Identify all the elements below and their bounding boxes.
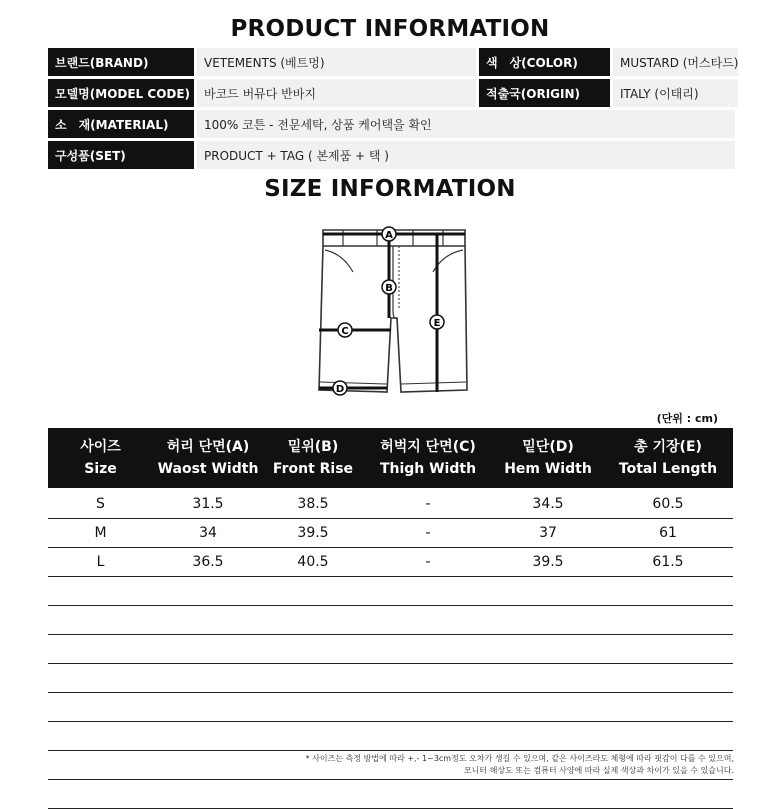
hem-cell: 34.5 bbox=[532, 496, 564, 512]
empty-table-row bbox=[48, 606, 733, 635]
empty-table-row bbox=[48, 693, 733, 722]
svg-text:A: A bbox=[385, 230, 393, 241]
material-value: 100% 코튼 - 전문세탁, 상품 케어택을 확인 bbox=[197, 110, 735, 138]
rise-cell: 40.5 bbox=[297, 554, 329, 570]
waist-cell: 36.5 bbox=[192, 554, 224, 570]
origin-value: ITALY (이태리) bbox=[613, 79, 738, 107]
color-value: MUSTARD (머스타드) bbox=[613, 48, 738, 76]
header-length-en: Total Length bbox=[618, 461, 718, 477]
header-rise-ko: 밑위(B) bbox=[287, 439, 339, 455]
shorts-measurement-diagram bbox=[315, 220, 475, 400]
brand-value: VETEMENTS (베트멍) bbox=[197, 48, 476, 76]
label-b-marker bbox=[382, 280, 396, 294]
empty-table-row bbox=[48, 780, 733, 809]
product-info-row-material bbox=[48, 110, 738, 138]
thigh-cell: - bbox=[425, 496, 431, 512]
product-info-table bbox=[48, 48, 738, 172]
header-length bbox=[603, 428, 733, 488]
length-cell: 60.5 bbox=[652, 496, 684, 512]
header-length-ko: 총 기장(E) bbox=[634, 439, 702, 455]
svg-text:D: D bbox=[335, 384, 345, 395]
header-hem-en: Hem Width bbox=[504, 461, 592, 477]
empty-table-row bbox=[48, 635, 733, 664]
header-rise-en: Front Rise bbox=[272, 461, 354, 477]
color-label: 색 상(COLOR) bbox=[479, 48, 610, 76]
origin-label: 적출국(ORIGIN) bbox=[479, 79, 610, 107]
header-size bbox=[48, 428, 153, 488]
set-value: PRODUCT + TAG ( 본제품 + 택 ) bbox=[197, 141, 735, 169]
header-thigh-en: Thigh Width bbox=[379, 461, 477, 477]
size-note-line-2: 모니터 해상도 또는 컴퓨터 사양에 따라 실제 색상과 차이가 있을 수 있습니다. bbox=[463, 766, 734, 775]
size-cell: L bbox=[96, 554, 105, 570]
table-row bbox=[48, 490, 733, 519]
length-cell: 61.5 bbox=[652, 554, 684, 570]
waist-cell: 31.5 bbox=[192, 496, 224, 512]
empty-table-row bbox=[48, 577, 733, 606]
label-d-marker bbox=[333, 381, 347, 395]
model-value: 바코드 버뮤다 반바지 bbox=[197, 79, 476, 107]
svg-text:B: B bbox=[385, 283, 393, 294]
hem-cell: 39.5 bbox=[532, 554, 564, 570]
waist-cell: 34 bbox=[199, 525, 217, 541]
rise-cell: 38.5 bbox=[297, 496, 329, 512]
header-waist-en: Waost Width bbox=[157, 461, 259, 477]
table-row bbox=[48, 519, 733, 548]
header-thigh-ko: 허벅지 단면(C) bbox=[380, 439, 476, 455]
product-information-title: PRODUCT INFORMATION bbox=[230, 16, 550, 42]
set-label: 구성품(SET) bbox=[48, 141, 194, 169]
material-label: 소 재(MATERIAL) bbox=[48, 110, 194, 138]
size-table-header bbox=[48, 428, 733, 488]
header-thigh bbox=[363, 428, 493, 488]
header-waist-ko: 허리 단면(A) bbox=[166, 439, 250, 455]
size-cell: M bbox=[94, 525, 107, 541]
hem-cell: 37 bbox=[539, 525, 557, 541]
product-info-row-set bbox=[48, 141, 738, 169]
size-note-line-1: * 사이즈는 측정 방법에 따라 +,- 1~3cm정도 오차가 생길 수 있으며, 같은 사이즈라도 체형에 따라 핏감이 다를 수 있으며, bbox=[305, 754, 734, 763]
header-waist bbox=[153, 428, 263, 488]
thigh-cell: - bbox=[425, 525, 431, 541]
label-e-marker bbox=[430, 315, 444, 329]
length-cell: 61 bbox=[659, 525, 677, 541]
product-info-row-model bbox=[48, 79, 738, 107]
size-information-title: SIZE INFORMATION bbox=[264, 176, 516, 202]
rise-cell: 39.5 bbox=[297, 525, 329, 541]
svg-text:C: C bbox=[341, 326, 349, 337]
svg-text:E: E bbox=[433, 318, 441, 329]
unit-label: (단위 : cm) bbox=[656, 412, 718, 425]
size-cell: S bbox=[96, 496, 105, 512]
header-hem-ko: 밑단(D) bbox=[522, 439, 574, 455]
table-row bbox=[48, 548, 733, 577]
header-hem bbox=[493, 428, 603, 488]
header-rise bbox=[263, 428, 363, 488]
header-size-en: Size bbox=[84, 461, 117, 477]
header-size-ko: 사이즈 bbox=[80, 439, 121, 455]
label-c-marker bbox=[338, 323, 352, 337]
thigh-cell: - bbox=[425, 554, 431, 570]
label-a-marker bbox=[382, 227, 396, 241]
brand-label: 브랜드(BRAND) bbox=[48, 48, 194, 76]
model-label: 모델명(MODEL CODE) bbox=[48, 79, 194, 107]
empty-table-row bbox=[48, 664, 733, 693]
product-info-row-brand bbox=[48, 48, 738, 76]
empty-table-row bbox=[48, 722, 733, 751]
